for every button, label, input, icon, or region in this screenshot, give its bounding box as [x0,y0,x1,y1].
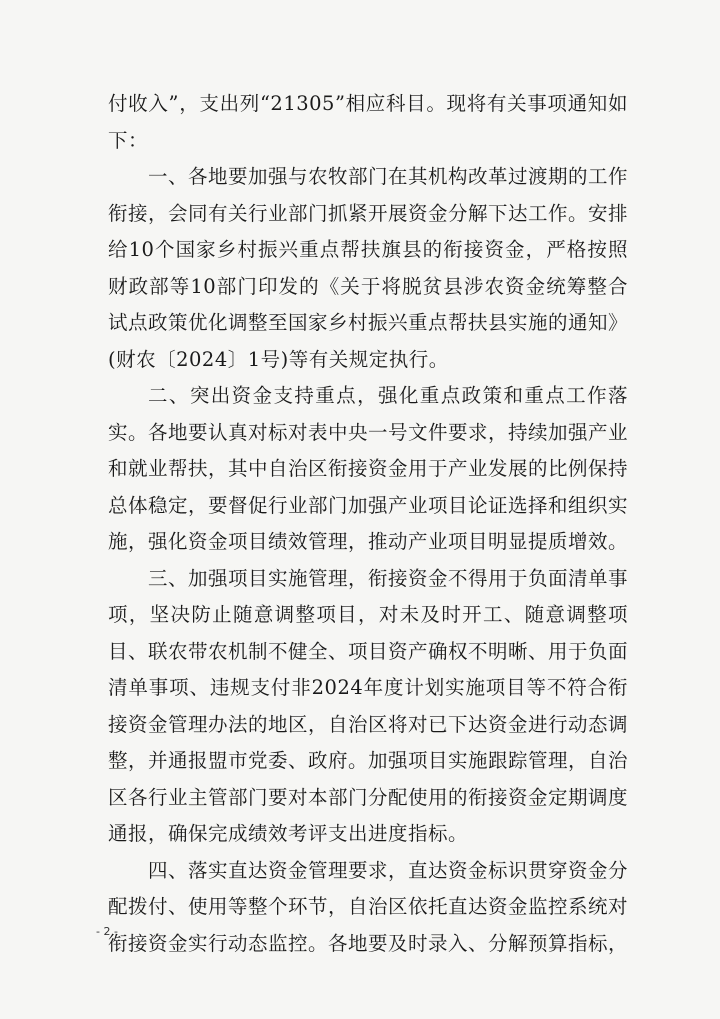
paragraph-continuation: 付收入”，支出列“21305”相应科目。现将有关事项通知如下： [108,92,628,152]
paragraph-item-2: 二、突出资金支持重点，强化重点政策和重点工作落实。各地要认真对标对表中央一号文件要求，持续加强产业和就业帮扶，其中自治区衔接资金用于产业发展的比例保持总体稳定，要督促行业部门加强产业项目论证选择和组织实施，强化资金项目绩效管理，推动产业项目明显提质增效。 [108,384,629,553]
paragraph-item-4: 四、落实直达资金管理要求，直达资金标识贯穿资金分配拨付、使用等整个环节，自治区依托直达资金监控系统对衔接资金实行动态监控。各地要及时录入、分解预算指标， [108,858,629,955]
paragraph-item-3: 三、加强项目实施管理，衔接资金不得用于负面清单事项，坚决防止随意调整项目，对未及时开工、随意调整项目、联农带农机制不健全、项目资产确权不明晰、用于负面清单事项、违规支付非2024年度计划实施项目等不符合衔接资金管理办法的地区，自治区将对已下达资金进行动态调整，并通报盟市党委、政府。加强项目实施跟踪管理，自治区各行业主管部门要对本部门分配使用的衔接资金定期调度通报，确保完成绩效考评支出进度指标。 [108,566,629,845]
document-body [108,86,628,962]
paragraph-item-1: 一、各地要加强与农牧部门在其机构改革过渡期的工作衔接，会同有关行业部门抓紧开展资金分解下达工作。安排给10个国家乡村振兴重点帮扶旗县的衔接资金，严格按照财政部等10部门印发的《关于将脱贫县涉农资金统筹整合试点政策优化调整至国家乡村振兴重点帮扶县实施的通知》(财农〔2024〕1号)等有关规定执行。 [108,165,629,371]
page-number: - 2 - [96,925,118,938]
